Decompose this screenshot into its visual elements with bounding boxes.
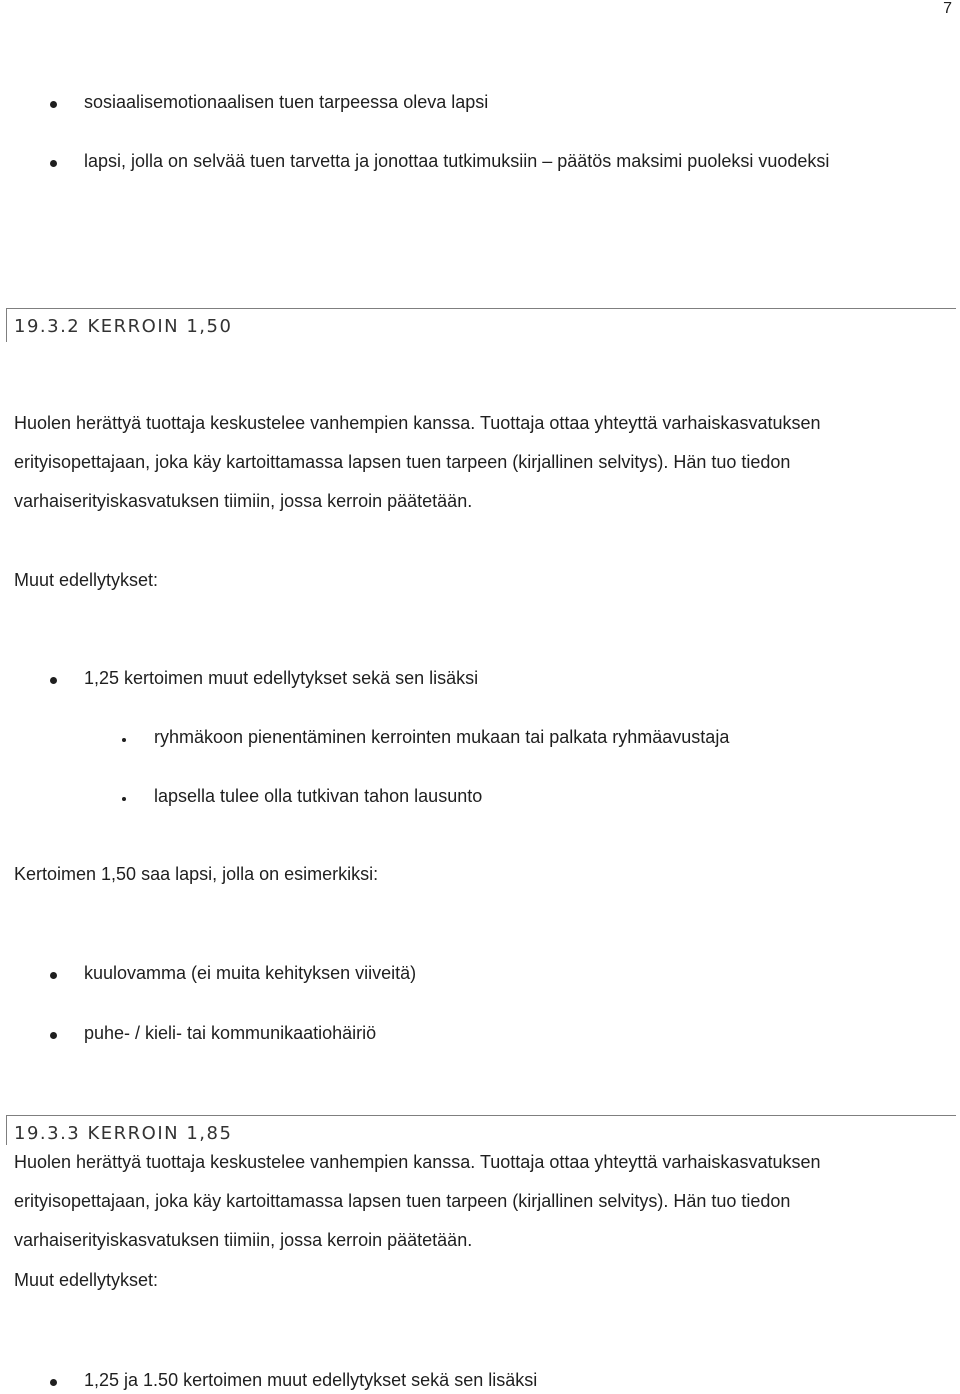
list-item: 1,25 ja 1.50 kertoimen muut edellytykset sekä sen lisäksi (84, 1370, 538, 1390)
bullet-icon (50, 101, 57, 108)
paragraph-line: Huolen herättyä tuottaja keskustelee vanhempien kanssa. Tuottaja ottaa yhteyttä varhaiskasvatuksen (14, 413, 821, 433)
bullet-icon (50, 160, 57, 167)
section-heading: 19.3.3 KERROIN 1,85 (14, 1123, 233, 1144)
list-item: puhe- / kieli- tai kommunikaatiohäiriö (84, 1023, 377, 1043)
list-item: kuulovamma (ei muita kehityksen viiveitä) (84, 963, 417, 983)
heading-rule (6, 308, 956, 309)
bullet-icon (50, 1032, 57, 1039)
heading-rule (6, 1115, 956, 1116)
sub-bullet-icon (122, 797, 126, 801)
heading-rule-left (6, 1115, 7, 1145)
paragraph-line: erityisopettajaan, joka käy kartoittamassa lapsen tuen tarpeen (kirjallinen selvitys). Hän tuo tiedon (14, 1191, 791, 1211)
heading-rule-left (6, 308, 7, 342)
examples-label: Kertoimen 1,50 saa lapsi, jolla on esimerkiksi: (14, 864, 379, 884)
bullet-icon (50, 1379, 57, 1386)
section-heading: 19.3.2 KERROIN 1,50 (14, 316, 233, 337)
page-number: 7 (943, 0, 952, 17)
list-item: lapsi, jolla on selvää tuen tarvetta ja jonottaa tutkimuksiin – päätös maksimi puoleksi vuodeksi (84, 151, 830, 171)
paragraph-line: erityisopettajaan, joka käy kartoittamassa lapsen tuen tarpeen (kirjallinen selvitys). Hän tuo tiedon (14, 452, 791, 472)
sub-list-item: ryhmäkoon pienentäminen kerrointen mukaan tai palkata ryhmäavustaja (154, 727, 730, 747)
list-item: sosiaalisemotionaalisen tuen tarpeessa oleva lapsi (84, 92, 489, 112)
conditions-label: Muut edellytykset: (14, 1270, 159, 1290)
list-item: 1,25 kertoimen muut edellytykset sekä sen lisäksi (84, 668, 479, 688)
bullet-icon (50, 677, 57, 684)
bullet-icon (50, 972, 57, 979)
conditions-label: Muut edellytykset: (14, 570, 159, 590)
sub-bullet-icon (122, 738, 126, 742)
paragraph-line: varhaiserityiskasvatuksen tiimiin, jossa kerroin päätetään. (14, 491, 473, 511)
paragraph-line: varhaiserityiskasvatuksen tiimiin, jossa kerroin päätetään. (14, 1230, 473, 1250)
sub-list-item: lapsella tulee olla tutkivan tahon lausunto (154, 786, 483, 806)
paragraph-line: Huolen herättyä tuottaja keskustelee vanhempien kanssa. Tuottaja ottaa yhteyttä varhaiskasvatuksen (14, 1152, 821, 1172)
